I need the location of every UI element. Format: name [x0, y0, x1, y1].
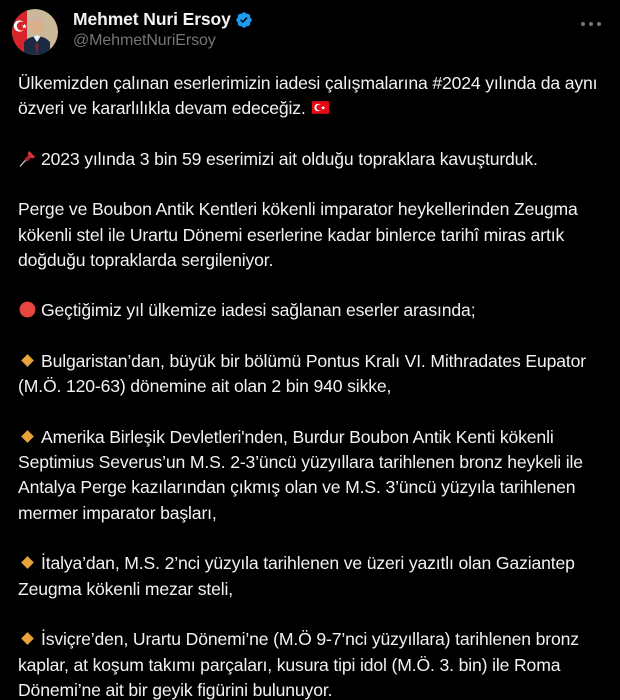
more-options-icon[interactable]	[576, 14, 606, 34]
tweet-paragraph	[18, 197, 600, 273]
display-name[interactable]: Mehmet Nuri Ersoy	[73, 9, 231, 29]
orange-diamond-emoji	[18, 351, 37, 370]
display-name-row	[73, 9, 253, 29]
paragraph-text: İsviçre’den, Urartu Dönemi’ne (M.Ö 9-7’nci yüzyıllara) tarihlenen bronz kaplar, at koşum takımı parçaları, kusura tipi idol (M.Ö. 3. bin) ile Roma Dönemi’ne ait bir geyik figürini bulunuyor.	[18, 629, 579, 700]
tweet-header	[12, 8, 606, 60]
paragraph-text: Geçtiğimiz yıl ülkemize iadesi sağlanan eserler arasında;	[41, 300, 476, 321]
paragraph-text: Bulgaristan’dan, büyük bir bölümü Pontus Kralı VI. Mithradates Eupator (M.Ö. 120-63) dönemine ait olan 2 bin 940 sikke,	[18, 350, 586, 397]
paragraph-text: Ülkemizden çalınan eserlerimizin iadesi çalışmalarına #2024 yılında da aynı özveri ve kararlılıkla devam edeceğiz.	[18, 73, 598, 119]
tweet-paragraph	[18, 627, 600, 700]
account-handle[interactable]: @MehmetNuriErsoy	[73, 32, 216, 50]
orange-diamond-emoji	[18, 629, 37, 648]
orange-diamond-emoji	[18, 427, 37, 446]
tweet-text-body	[12, 71, 606, 700]
tweet-paragraph	[18, 71, 600, 122]
paragraph-text: Perge ve Boubon Antik Kentleri kökenli imparator heykellerinden Zeugma kökenli stel ile Urartu Dönemi eserlerine kadar binlerce tarihî miras artık doğduğu topraklarda sergileniyor.	[18, 199, 578, 271]
tweet-paragraph	[18, 349, 600, 400]
account-identity	[73, 8, 253, 50]
pushpin-emoji	[18, 149, 37, 168]
paragraph-text: Amerika Birleşik Devletleri'nden, Burdur Boubon Antik Kenti kökenli Septimius Severus’un M.S. 2-3’üncü yüzyıllara tarihlenen bronz heykeli ile Antalya Perge kazılarından çıkmış olan ve M.S. 3’üncü yüzyıla tarihlenen mermer imparator başları,	[18, 426, 583, 523]
verified-badge-icon	[235, 11, 253, 29]
avatar[interactable]	[12, 9, 58, 55]
tweet-paragraph	[18, 551, 600, 602]
paragraph-text: 2023 yılında 3 bin 59 eserimizi ait olduğu topraklara kavuşturduk.	[41, 148, 538, 169]
red-circle-emoji	[18, 300, 37, 319]
orange-diamond-emoji	[18, 553, 37, 572]
tweet-paragraph	[18, 425, 600, 527]
more-dot	[581, 22, 585, 26]
more-dot	[589, 22, 593, 26]
tweet-paragraph	[18, 147, 600, 172]
more-dot	[597, 22, 601, 26]
paragraph-text: İtalya’dan, M.S. 2’nci yüzyıla tarihlenen ve üzeri yazıtlı olan Gaziantep Zeugma kökenli mezar steli,	[18, 553, 575, 599]
tweet-paragraph	[18, 298, 600, 323]
flag-turkey-emoji	[311, 98, 330, 117]
